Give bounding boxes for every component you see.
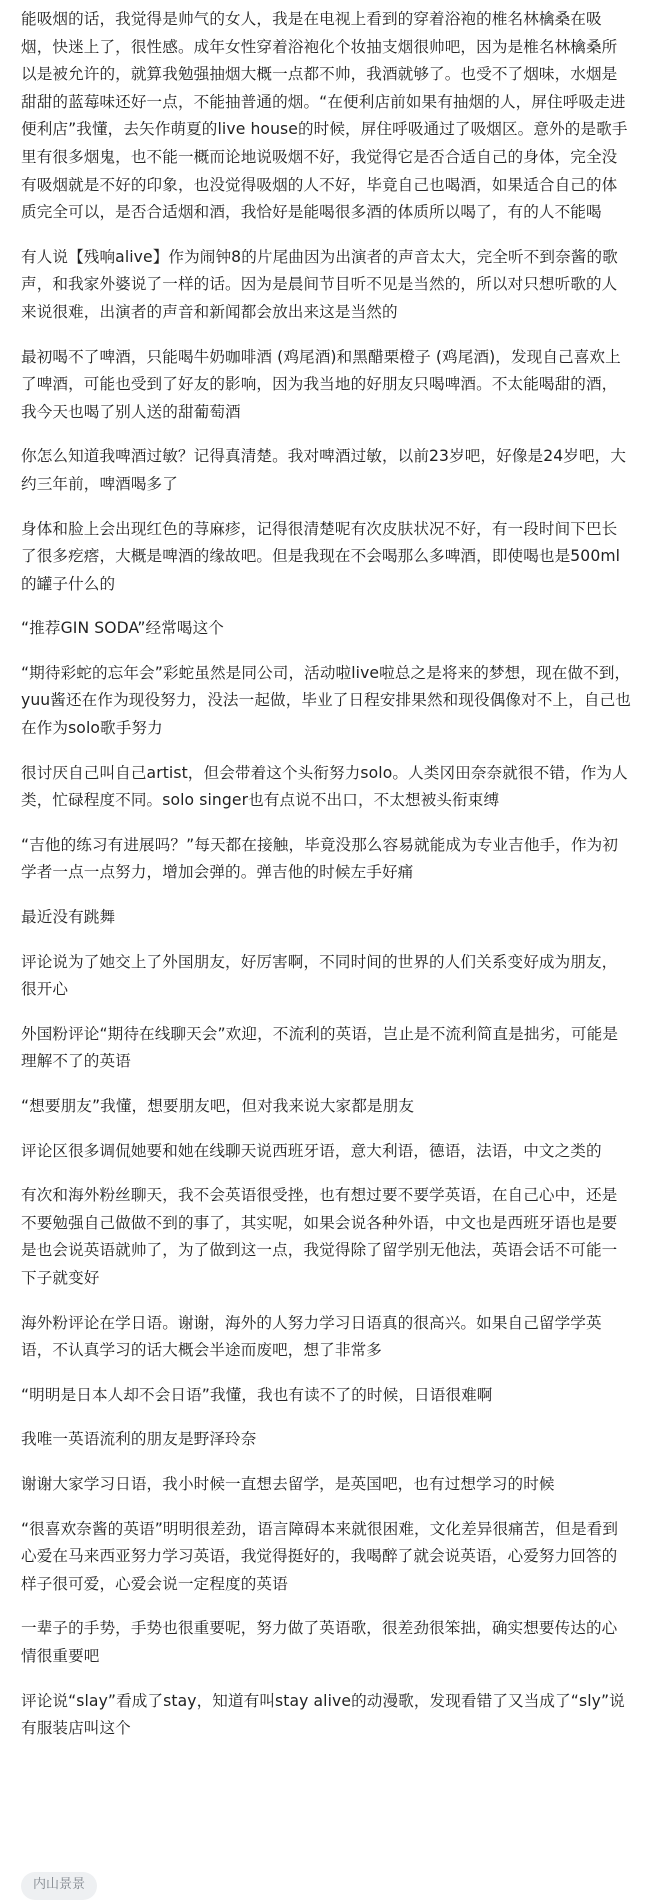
paragraph-want-friends: “想要朋友”我懂，想要朋友吧，但对我来说大家都是朋友 — [21, 1097, 415, 1115]
paragraph-japanese-hard: “明明是日本人却不会日语”我懂，我也有读不了的时候，日语很难啊 — [21, 1385, 493, 1404]
paragraph-languages: 评论区很多调侃她要和她在线聊天说西班牙语，意大利语，德语，法语，中文之类的 — [21, 1141, 602, 1160]
paragraph-nana-english: “很喜欢奈酱的英语”明明很差劲，语言障碍本来就很困难，文化差异很痛苦，但是看到心爱在马来西亚努力学习英语，我觉得挺好的，我喝醉了就会说英语，心爱努力回答的样子很可爱，心爱会说一定程度的英语 — [21, 1519, 619, 1593]
paragraph-slay: 评论说“slay”看成了stay，知道有叫stay alive的动漫歌，发现看错了又当成了“sly”说有服装店叫这个 — [21, 1691, 625, 1738]
paragraph-learn-english: 有次和海外粉丝聊天，我不会英语很受挫，也有想过要不要学英语，在自己心中，还是不要勉强自己做做不到的事了，其实呢，如果会说各种外语，中文也是西班牙语也是要是也会说英语就帅了，为了做到这一点，我觉得除了留学别无他法，英语会话不可能一下子就变好 — [21, 1186, 618, 1287]
paragraph-year-end-party: “期待彩蛇的忘年会”彩蛇虽然是同公司，活动啦live啦总之是将来的梦想，现在做不到，yuu酱还在作为现役努力，没法一起做，毕业了日程安排果然和现役偶像对不上，自己也在作为solo歌手努力 — [21, 663, 631, 738]
paragraph-guitar: “吉他的练习有进展吗？”每天都在接触，毕竟没那么容易就能成为专业吉他手，作为初学者一点一点努力，增加会弹的。弹吉他的时候左手好痛 — [21, 835, 619, 882]
paragraph-fluent-friend: 我唯一英语流利的朋友是野泽玲奈 — [21, 1430, 257, 1449]
paragraph-online-chat: 外国粉评论“期待在线聊天会”欢迎，不流利的英语，岂止是不流利简直是拙劣，可能是理解不了的英语 — [21, 1024, 619, 1071]
paragraph-dance: 最近没有跳舞 — [21, 908, 116, 927]
paragraph-foreign-friends: 评论说为了她交上了外国朋友，好厉害啊，不同时间的世界的人们关系变好成为朋友，很开心 — [21, 952, 618, 999]
topic-tag[interactable]: 内山景景 — [21, 1872, 97, 1900]
paragraph-gin-soda: “推荐GIN SODA”经常喝这个 — [21, 619, 224, 638]
paragraph-smoking: 能吸烟的话，我觉得是帅气的女人，我是在电视上看到的穿着浴袍的椎名林檎桑在吸烟，快迷上了，很性感。成年女性穿着浴袍化个妆抽支烟很帅吧，因为是椎名林檎桑所以是被允许的，就算我勉强抽烟大概一点都不帅，我酒就够了。也受不了烟味，水烟是甜甜的蓝莓味还好一点，不能抽普通的烟。“在便利店前如果有抽烟的人，屏住呼吸走进便利店”我懂，去矢作萌夏的live house的时候，屏住呼吸通过了吸烟区。意外的是歌手里有很多烟鬼，也不能一概而论地说吸烟不好，我觉得它是否合适自己的身体，完全没有吸烟就是不好的印象，也没觉得吸烟的人不好，毕竟自己也喝酒，如果适合自己的体质完全可以，是否合适烟和酒，我恰好是能喝很多酒的体质所以喝了，有的人不能喝 — [21, 10, 628, 222]
paragraph-artist-title: 很讨厌自己叫自己artist，但会带着这个头衔努力solo。人类冈田奈奈就很不错，作为人类，忙碌程度不同。solo singer也有点说不出口，不太想被头衔束缚 — [21, 763, 628, 810]
paragraph-beer-allergy: 你怎么知道我啤酒过敏？记得真清楚。我对啤酒过敏，以前23岁吧，好像是24岁吧，大约三年前，啤酒喝多了 — [21, 447, 627, 493]
paragraph-beer-start: 最初喝不了啤酒，只能喝牛奶咖啡酒 (鸡尾酒)和黑醋栗橙子 (鸡尾酒)，发现自己喜欢上了啤酒，可能也受到了好友的影响，因为我当地的好朋友只喝啤酒。不太能喝甜的酒，我今天也喝了别人送的甜葡萄酒 — [21, 347, 621, 421]
paragraph-gestures: 一辈子的手势，手势也很重要呢，努力做了英语歌，很差劲很笨拙，确实想要传达的心情很重要吧 — [21, 1619, 618, 1665]
paragraph-hives: 身体和脸上会出现红色的荨麻疹，记得很清楚呢有次皮肤状况不好，有一段时间下巴长了很多疙瘩，大概是啤酒的缘故吧。但是我现在不会喝那么多啤酒，即使喝也是500ml的罐子什么的 — [21, 519, 621, 593]
paragraph-learn-japanese: 海外粉评论在学日语。谢谢，海外的人努力学习日语真的很高兴。如果自己留学学英语，不认真学习的话大概会半途而废吧，想了非常多 — [21, 1313, 602, 1360]
article-body — [21, 6, 631, 1760]
paragraph-study-abroad: 谢谢大家学习日语，我小时候一直想去留学，是英国吧，也有过想学习的时候 — [21, 1474, 555, 1493]
paragraph-zankyo-alive: 有人说【残响alive】作为闹钟8的片尾曲因为出演者的声音太大，完全听不到奈酱的歌声，和我家外婆说了一样的话。因为是晨间节目听不见是当然的，所以对只想听歌的人来说很难，出演者的声音和新闻都会放出来这是当然的 — [21, 247, 618, 321]
